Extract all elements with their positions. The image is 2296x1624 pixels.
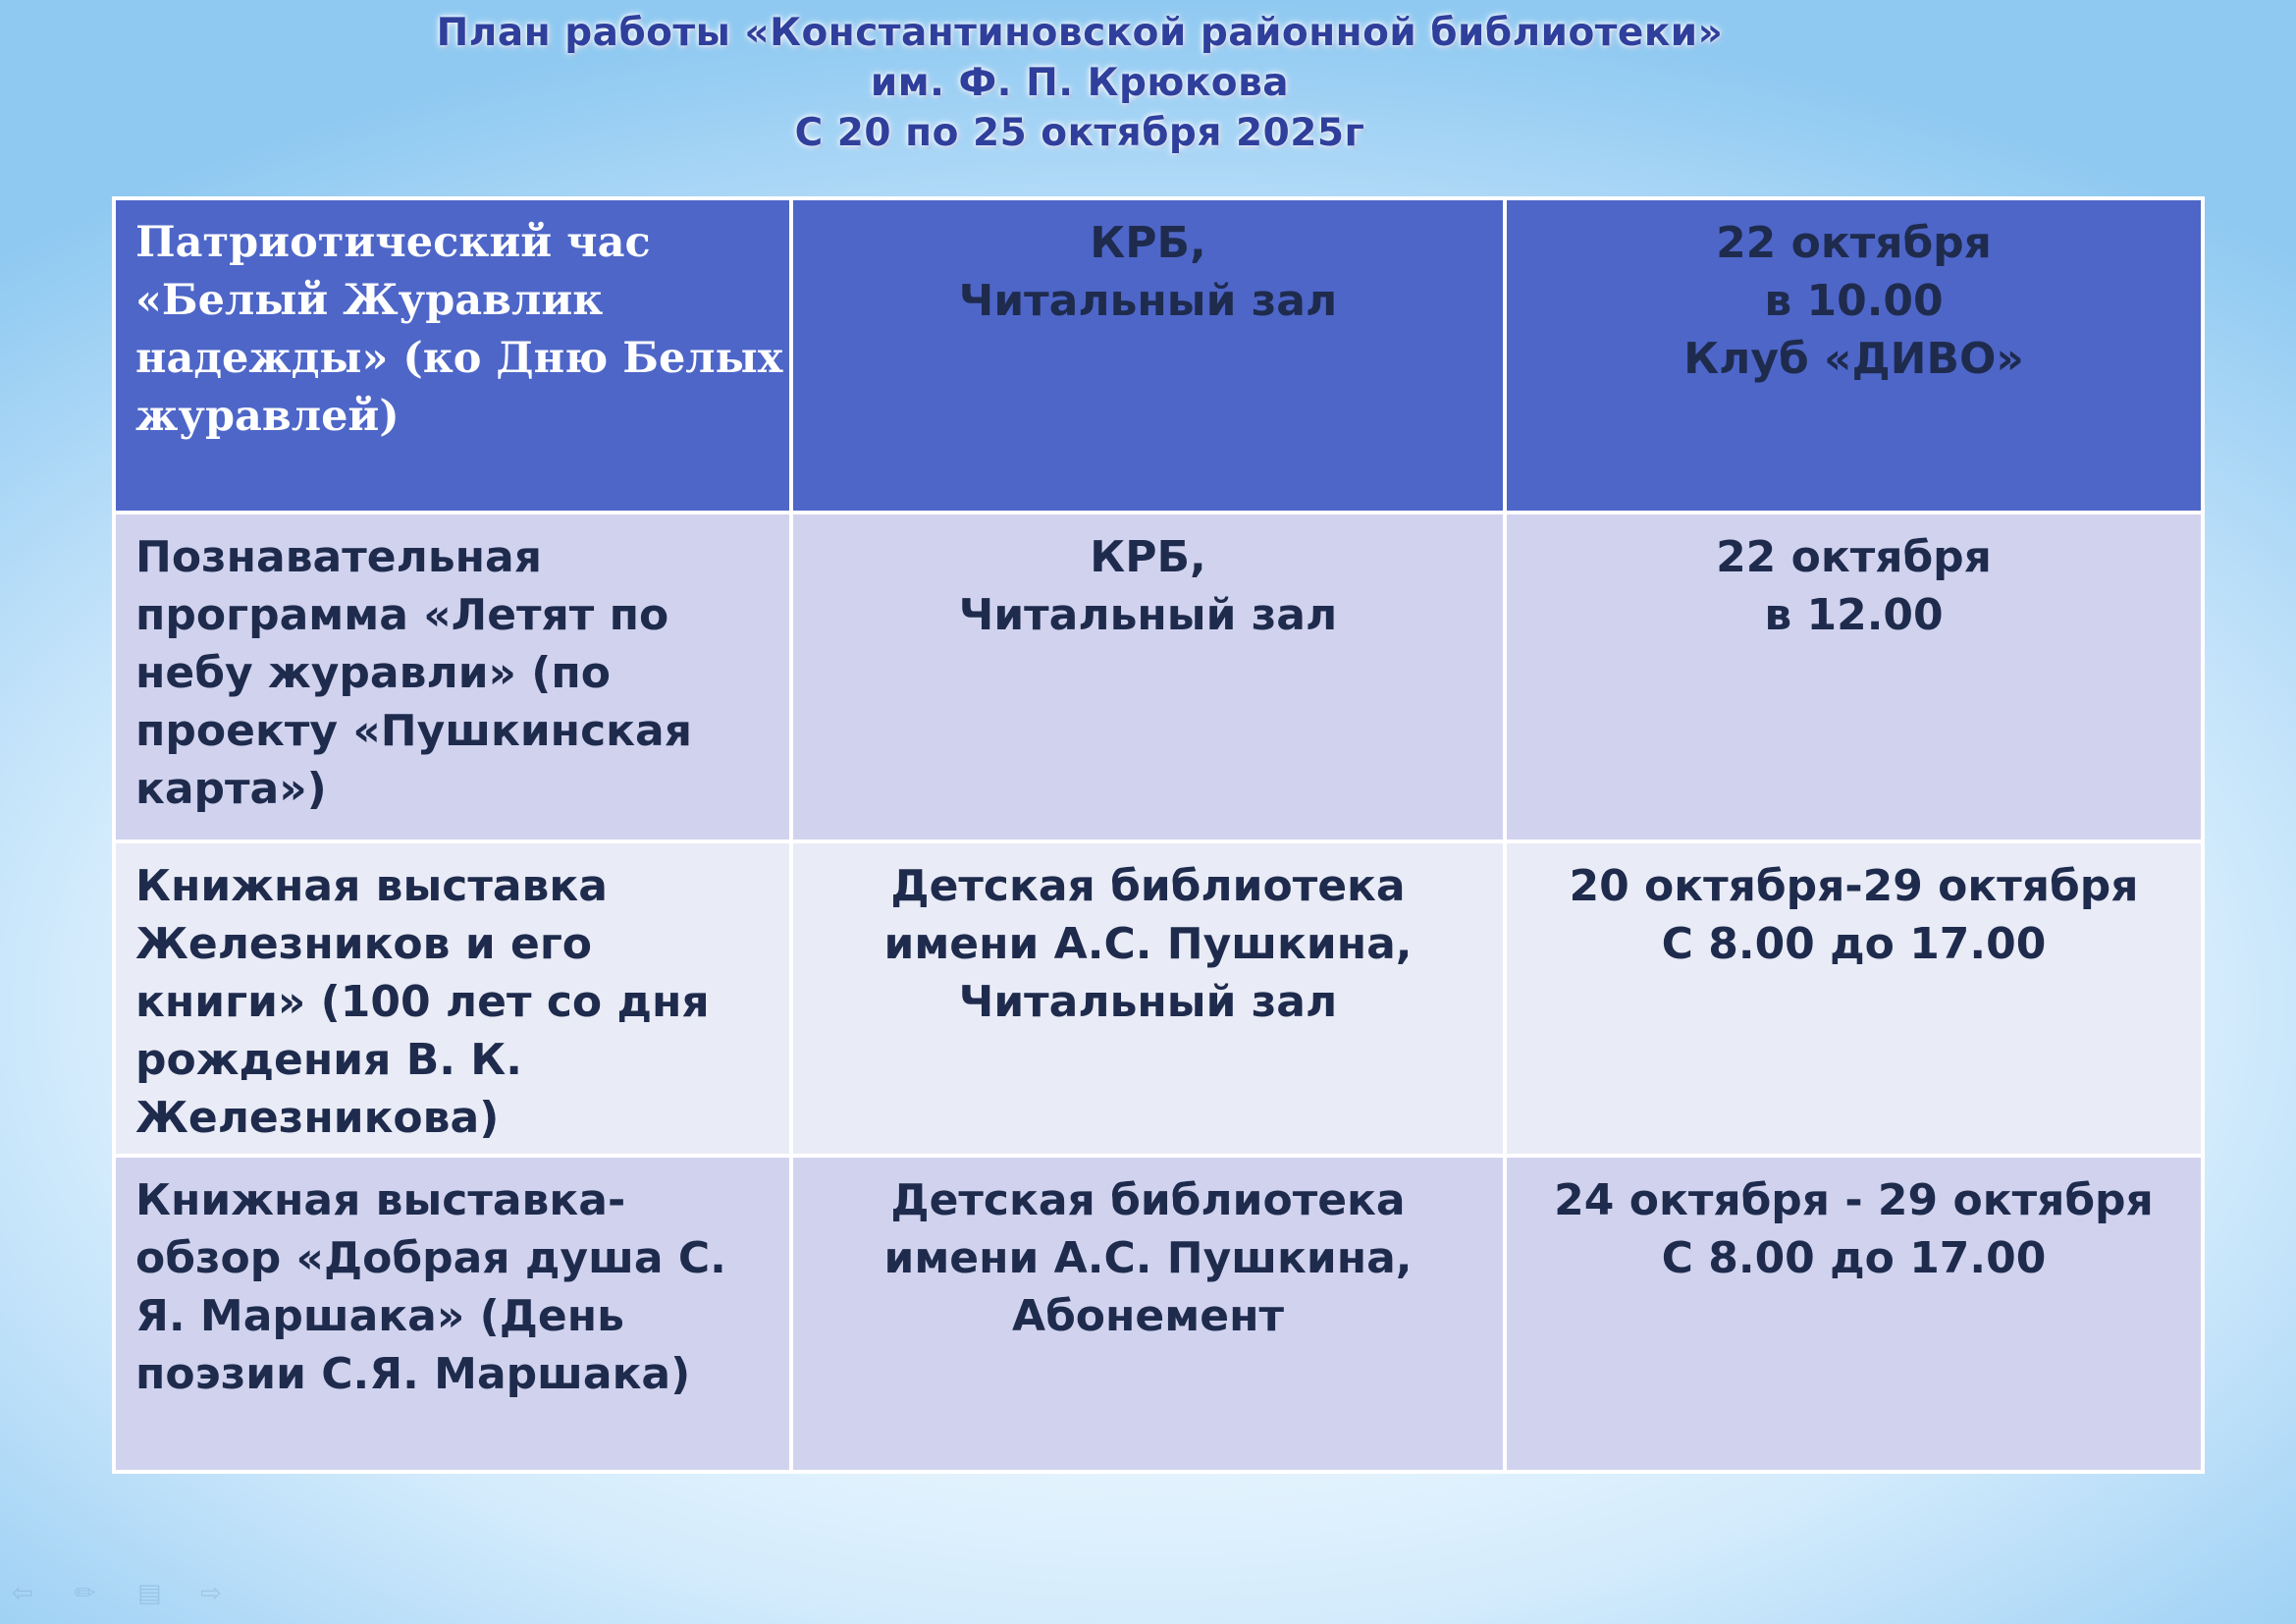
title-line-3: С 20 по 25 октября 2025г: [794, 111, 1365, 155]
date-line: 24 октября - 29 октября: [1554, 1175, 2154, 1225]
event-line: надежды» (ко Дню Белых: [135, 334, 783, 383]
event-cell: [114, 1156, 791, 1472]
place-cell: [791, 1156, 1505, 1472]
event-line: обзор «Добрая душа С.: [135, 1233, 726, 1283]
table-row: [114, 513, 2203, 841]
place-cell: [791, 198, 1505, 513]
place-line: Абонемент: [1012, 1291, 1284, 1341]
date-cell: [1505, 841, 2203, 1156]
place-line: Читальный зал: [958, 977, 1338, 1027]
place-line: КРБ,: [1090, 532, 1206, 582]
place-line: Детская библиотека: [890, 861, 1406, 911]
page-title: [0, 8, 2160, 158]
event-line: карта»): [135, 764, 327, 814]
event-line: Познавательная: [135, 532, 542, 582]
pen-icon[interactable]: ✏: [75, 1579, 96, 1608]
place-line: имени А.С. Пушкина,: [883, 1233, 1413, 1283]
event-line: Книжная выставка: [135, 861, 608, 911]
event-line: программа «Летят по: [135, 590, 669, 640]
place-cell: [791, 841, 1505, 1156]
event-line: рождения В. К.: [135, 1035, 522, 1085]
table-row: [114, 841, 2203, 1156]
date-cell: [1505, 198, 2203, 513]
place-line: имени А.С. Пушкина,: [883, 919, 1413, 969]
event-line: проекту «Пушкинская: [135, 706, 692, 756]
event-line: журавлей): [135, 392, 400, 441]
event-line: Железникова): [135, 1093, 500, 1143]
event-cell: [114, 198, 791, 513]
event-line: Патриотический час: [135, 218, 651, 267]
table-row: [114, 1156, 2203, 1472]
schedule-table: [112, 196, 2205, 1474]
date-cell: [1505, 1156, 2203, 1472]
place-line: Читальный зал: [958, 590, 1338, 640]
event-line: книги» (100 лет со дня: [135, 977, 710, 1027]
place-line: Читальный зал: [958, 276, 1338, 326]
event-line: Книжная выставка-: [135, 1175, 626, 1225]
event-cell: [114, 841, 791, 1156]
title-line-1: План работы «Константиновской районной библиотеки»: [436, 11, 1724, 55]
arrow-right-icon[interactable]: ⇨: [200, 1579, 222, 1608]
event-line: «Белый Журавлик: [135, 276, 604, 325]
date-line: Клуб «ДИВО»: [1683, 334, 2024, 384]
title-line-2: им. Ф. П. Крюкова: [870, 61, 1290, 105]
date-line: в 10.00: [1764, 276, 1944, 326]
date-line: С 8.00 до 17.00: [1661, 1233, 2047, 1283]
date-line: 20 октября-29 октября: [1569, 861, 2139, 911]
event-line: Железников и его: [135, 919, 593, 969]
place-line: Детская библиотека: [890, 1175, 1406, 1225]
date-line: 22 октября: [1716, 532, 1992, 582]
place-cell: [791, 513, 1505, 841]
menu-icon[interactable]: ▤: [137, 1579, 162, 1608]
place-line: КРБ,: [1090, 218, 1206, 268]
event-line: небу журавли» (по: [135, 648, 611, 698]
table-row: [114, 198, 2203, 513]
event-cell: [114, 513, 791, 841]
slideshow-nav: [12, 1579, 228, 1608]
event-line: Я. Маршака» (День: [135, 1291, 624, 1341]
event-line: поэзии С.Я. Маршака): [135, 1349, 691, 1399]
date-line: С 8.00 до 17.00: [1661, 919, 2047, 969]
date-cell: [1505, 513, 2203, 841]
date-line: 22 октября: [1716, 218, 1992, 268]
arrow-left-icon[interactable]: ⇦: [12, 1579, 33, 1608]
date-line: в 12.00: [1764, 590, 1944, 640]
